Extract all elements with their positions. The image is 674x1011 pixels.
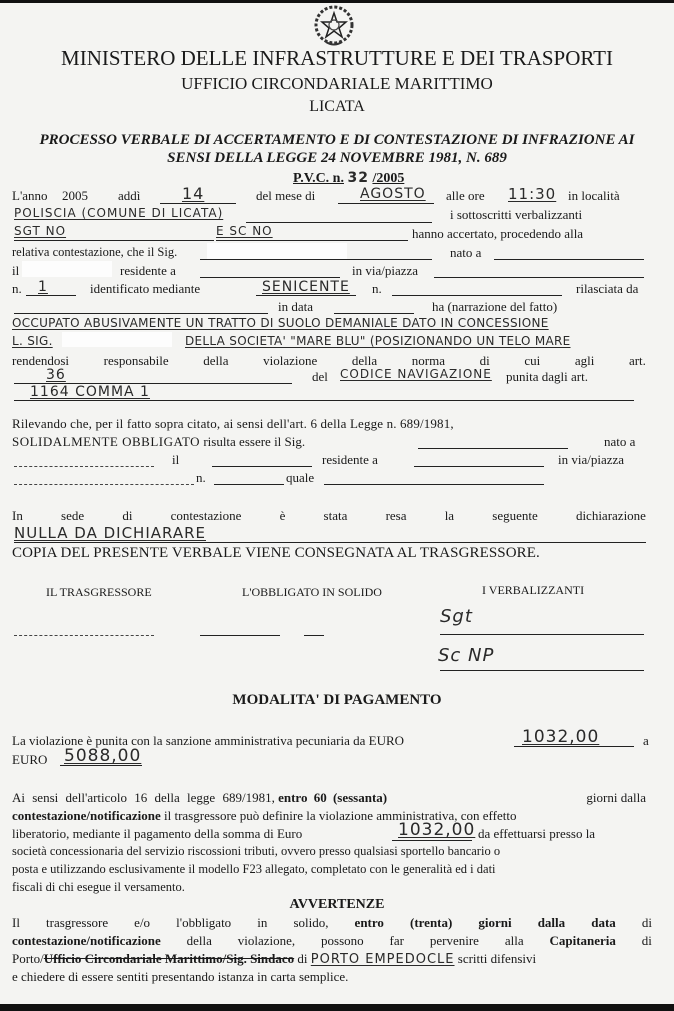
nato-a-label: nato a <box>450 245 482 260</box>
signature-2: Sc NP <box>438 645 495 666</box>
sanzione-a-label: a <box>643 733 649 748</box>
avvertenze-line4: e chiedere di essere sentiti presentando istanza in carta semplice. <box>12 969 349 984</box>
solidale-nato-label: nato a <box>604 434 636 449</box>
art-punita-value: 1164 COMMA 1 <box>30 384 150 400</box>
accertato-text: hanno accertato, procedendo alla <box>412 226 584 241</box>
day-value: 14 <box>182 184 205 203</box>
responsabile-text: rendendosi responsabile della violazione della norma di cui agli art. <box>12 353 646 368</box>
pagamento-p3a: liberatorio, mediante il pagamento della somma di Euro <box>12 826 303 841</box>
pagamento-p1: Ai sensi dell'articolo 16 della legge 689/1981, entro 60 (sessanta) giorni dalla <box>12 790 646 805</box>
copia-statement: COPIA DEL PRESENTE VERBALE VIENE CONSEGNATA AL TRASGRESSORE. <box>12 545 540 561</box>
solidale-line1: Rilevando che, per il fatto sopra citato, ai sensi dell'art. 6 della Legge n. 689/1981, <box>12 416 454 431</box>
pagamento-p6: fiscali di chi esegue il versamento. <box>12 880 185 894</box>
code-value: CODICE NAVIGAZIONE <box>340 367 492 381</box>
avvertenze-line1: Il trasgressore e/o l'obbligato in solido, entro (trenta) giorni dalla data di <box>12 915 652 930</box>
solidale-n-label: n. <box>196 470 206 485</box>
dichiarazione-value: NULLA DA DICHIARARE <box>14 524 206 542</box>
signature-1: Sgt <box>440 606 473 627</box>
localita-value: POLISCIA (COMUNE DI LICATA) <box>14 206 224 220</box>
pagamento-p4: società concessionaria del servizio riscossioni tributi, ovvero presso qualsiasi sportello bancario o <box>12 844 501 858</box>
punita-label: punita dagli art. <box>506 369 588 384</box>
anno-label: L'anno <box>12 188 48 203</box>
narrative-line2a: L. SIG. <box>12 334 53 348</box>
solidale-via-label: in via/piazza <box>558 452 625 467</box>
month-value: AGOSTO <box>360 186 426 202</box>
officer1-value: SGT NO <box>14 224 67 238</box>
dichiarazione-text: In sede di contestazione è stata resa la seguente dichiarazione <box>12 508 646 523</box>
sanzione-text: La violazione è punita con la sanzione amministrativa pecuniaria da EURO <box>12 733 405 748</box>
rilasciata-label: rilasciata da <box>576 281 639 296</box>
solidale-residente-label: residente a <box>322 452 378 467</box>
residente-label: residente a <box>120 263 176 278</box>
localita-label: in località <box>568 188 620 203</box>
sottoscritti-text: i sottoscritti verbalizzanti <box>450 207 583 222</box>
italian-emblem-icon <box>312 4 356 48</box>
avvertenze-heading: AVVERTENZE <box>289 897 385 912</box>
identificato-label: identificato mediante <box>90 281 201 296</box>
avvertenze-line3: Porto/Ufficio Circondariale Marittimo/Sig. Sindaco di PORTO EMPEDOCLE scritti difensivi <box>12 951 537 967</box>
ministry-title: MINISTERO DELLE INFRASTRUTTURE E DEI TRASPORTI <box>61 46 613 70</box>
pagamento-amount: 1032,00 <box>398 820 476 840</box>
verbalizzanti-label: I VERBALIZZANTI <box>482 583 585 597</box>
solidale-quale-label: quale <box>286 470 315 485</box>
via-piazza-label: in via/piazza <box>352 263 419 278</box>
pagamento-heading: MODALITA' DI PAGAMENTO <box>232 692 442 708</box>
n2-label: n. <box>372 281 382 296</box>
avvertenze-line2: contestazione/notificazione della violazione, possono far pervenire alla Capitaneria di <box>12 933 652 948</box>
document-title-line2: SENSI DELLA LEGGE 24 NOVEMBRE 1981, N. 689 <box>167 150 507 166</box>
anno-value: 2005 <box>62 188 88 203</box>
euro-label: EURO <box>12 752 48 767</box>
time-value: 11:30 <box>508 185 557 203</box>
sanzione-max-value: 5088,00 <box>64 746 142 766</box>
del-mese-label: del mese di <box>256 188 316 203</box>
narrative-line1: OCCUPATO ABUSIVAMENTE UN TRATTO DI SUOLO DEMANIALE DATO IN CONCESSIONE <box>12 316 549 330</box>
city-title: LICATA <box>309 98 365 115</box>
scan-border-top <box>0 0 674 3</box>
document-title-line1: PROCESSO VERBALE DI ACCERTAMENTO E DI CONTESTAZIONE DI INFRAZIONE AI <box>39 132 635 148</box>
pvc-number: P.V.C. n. 32 /2005 <box>293 170 405 186</box>
contestazione-text: relativa contestazione, che il Sig. <box>12 245 178 259</box>
n-label: n. <box>12 281 22 296</box>
sanzione-min-value: 1032,00 <box>522 727 600 747</box>
in-data-label: in data <box>278 299 314 314</box>
obbligato-label: L'OBBLIGATO IN SOLIDO <box>242 585 382 599</box>
trasgressore-label: IL TRASGRESSORE <box>46 585 152 599</box>
scan-border-bottom <box>0 1004 674 1011</box>
solidale-line2: SOLIDALMENTE OBBLIGATO risulta essere il Sig. <box>12 434 306 449</box>
office-title: UFFICIO CIRCONDARIALE MARITTIMO <box>181 74 493 93</box>
il-label: il <box>12 263 20 278</box>
addi-label: addì <box>118 188 141 203</box>
officer2-value: E SC NO <box>216 224 273 238</box>
narrative-line2b: DELLA SOCIETA' "MARE BLU" (POSIZIONANDO UN TELO MARE <box>185 334 571 348</box>
narrazione-label: ha (narrazione del fatto) <box>432 299 558 314</box>
pagamento-p2: contestazione/notificazione il trasgressore può definire la violazione amministrativa, con effetto <box>12 808 517 823</box>
identificato-value: SENICENTE <box>262 279 350 295</box>
del-label: del <box>312 369 328 384</box>
alle-ore-label: alle ore <box>446 188 485 203</box>
solidale-il-label: il <box>172 452 180 467</box>
art-value: 36 <box>46 367 66 383</box>
n-value: 1 <box>38 279 48 295</box>
pagamento-p3b: da effettuarsi presso la <box>478 826 596 841</box>
pagamento-p5: posta e utilizzando esclusivamente il modello F23 allegato, completato con le generalità ed i dati <box>12 862 496 876</box>
